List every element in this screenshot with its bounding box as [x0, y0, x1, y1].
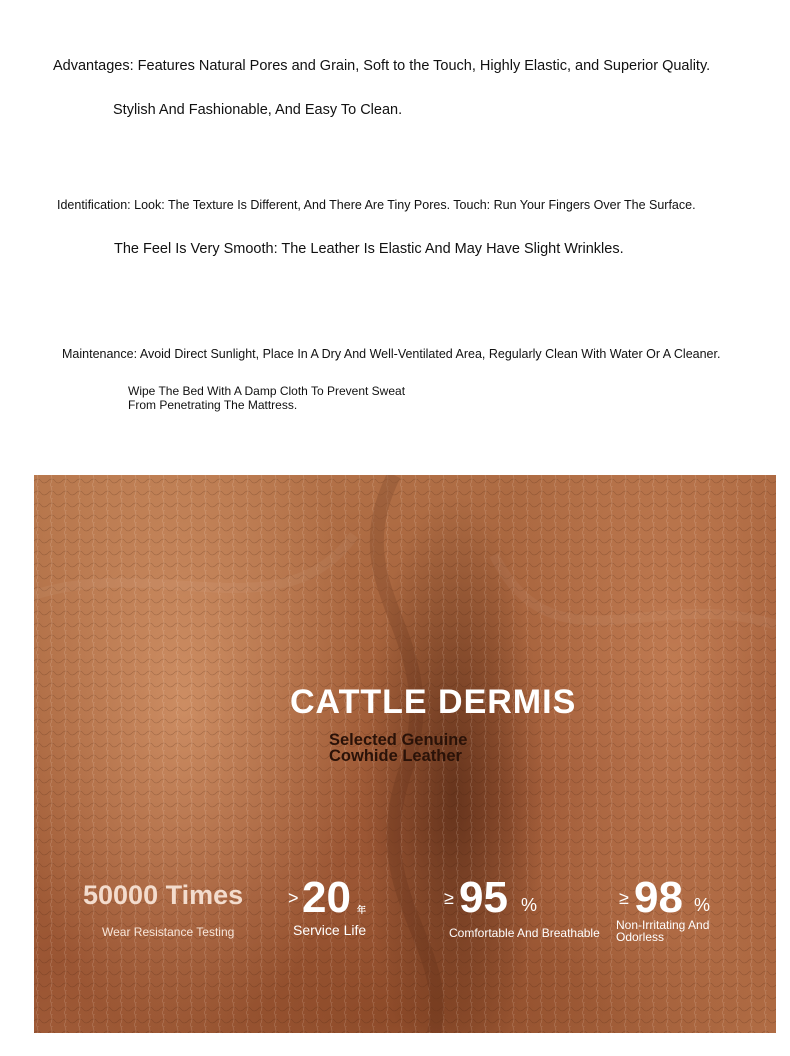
- stat-service-label: Service Life: [293, 922, 367, 938]
- banner-subtitle-line1: Selected Genuine: [329, 731, 468, 749]
- stat-breathable-prefix: ≥: [444, 888, 454, 908]
- advantages-text-cont: Stylish And Fashionable, And Easy To Clean.: [113, 102, 403, 118]
- identification-text: Identification: Look: The Texture Is Different, And There Are Tiny Pores. Touch: Run Your Fingers Over The Surface.: [57, 198, 696, 212]
- stat-service-prefix: >: [288, 888, 299, 908]
- leather-banner: [34, 475, 776, 1033]
- banner-title: CATTLE DERMIS: [290, 683, 577, 721]
- stat-nonirritating-label: Non-Irritating And Odorless: [616, 918, 710, 944]
- stat-wear-value: 50000 Times: [83, 880, 244, 910]
- advantages-text: Advantages: Features Natural Pores and Grain, Soft to the Touch, Highly Elastic, and Superior Quality.: [53, 58, 711, 74]
- stat-wear-label: Wear Resistance Testing: [102, 925, 235, 939]
- stat-service-unit: 年: [357, 905, 367, 915]
- stat-breathable-label: Comfortable And Breathable: [449, 926, 600, 940]
- banner-subtitle: [329, 732, 467, 764]
- stat-nonirritating-value: 98: [634, 873, 683, 922]
- stat-service-value: 20: [302, 873, 351, 922]
- stat-nonirritating-prefix: ≥: [619, 888, 629, 908]
- identification-text-cont: The Feel Is Very Smooth: The Leather Is Elastic And May Have Slight Wrinkles.: [114, 241, 624, 257]
- stat-breathable-value: 95: [459, 873, 508, 922]
- maintenance-text-cont: Wipe The Bed With A Damp Cloth To Prevent Sweat From Penetrating The Mattress.: [128, 384, 406, 412]
- maintenance-text: Maintenance: Avoid Direct Sunlight, Place In A Dry And Well-Ventilated Area, Regularly Clean With Water Or A Cleaner.: [62, 347, 721, 361]
- stat-breathable-unit: %: [521, 895, 538, 915]
- stat-nonirritating-unit: %: [694, 895, 711, 915]
- banner-subtitle-line2: Cowhide Leather: [329, 747, 462, 765]
